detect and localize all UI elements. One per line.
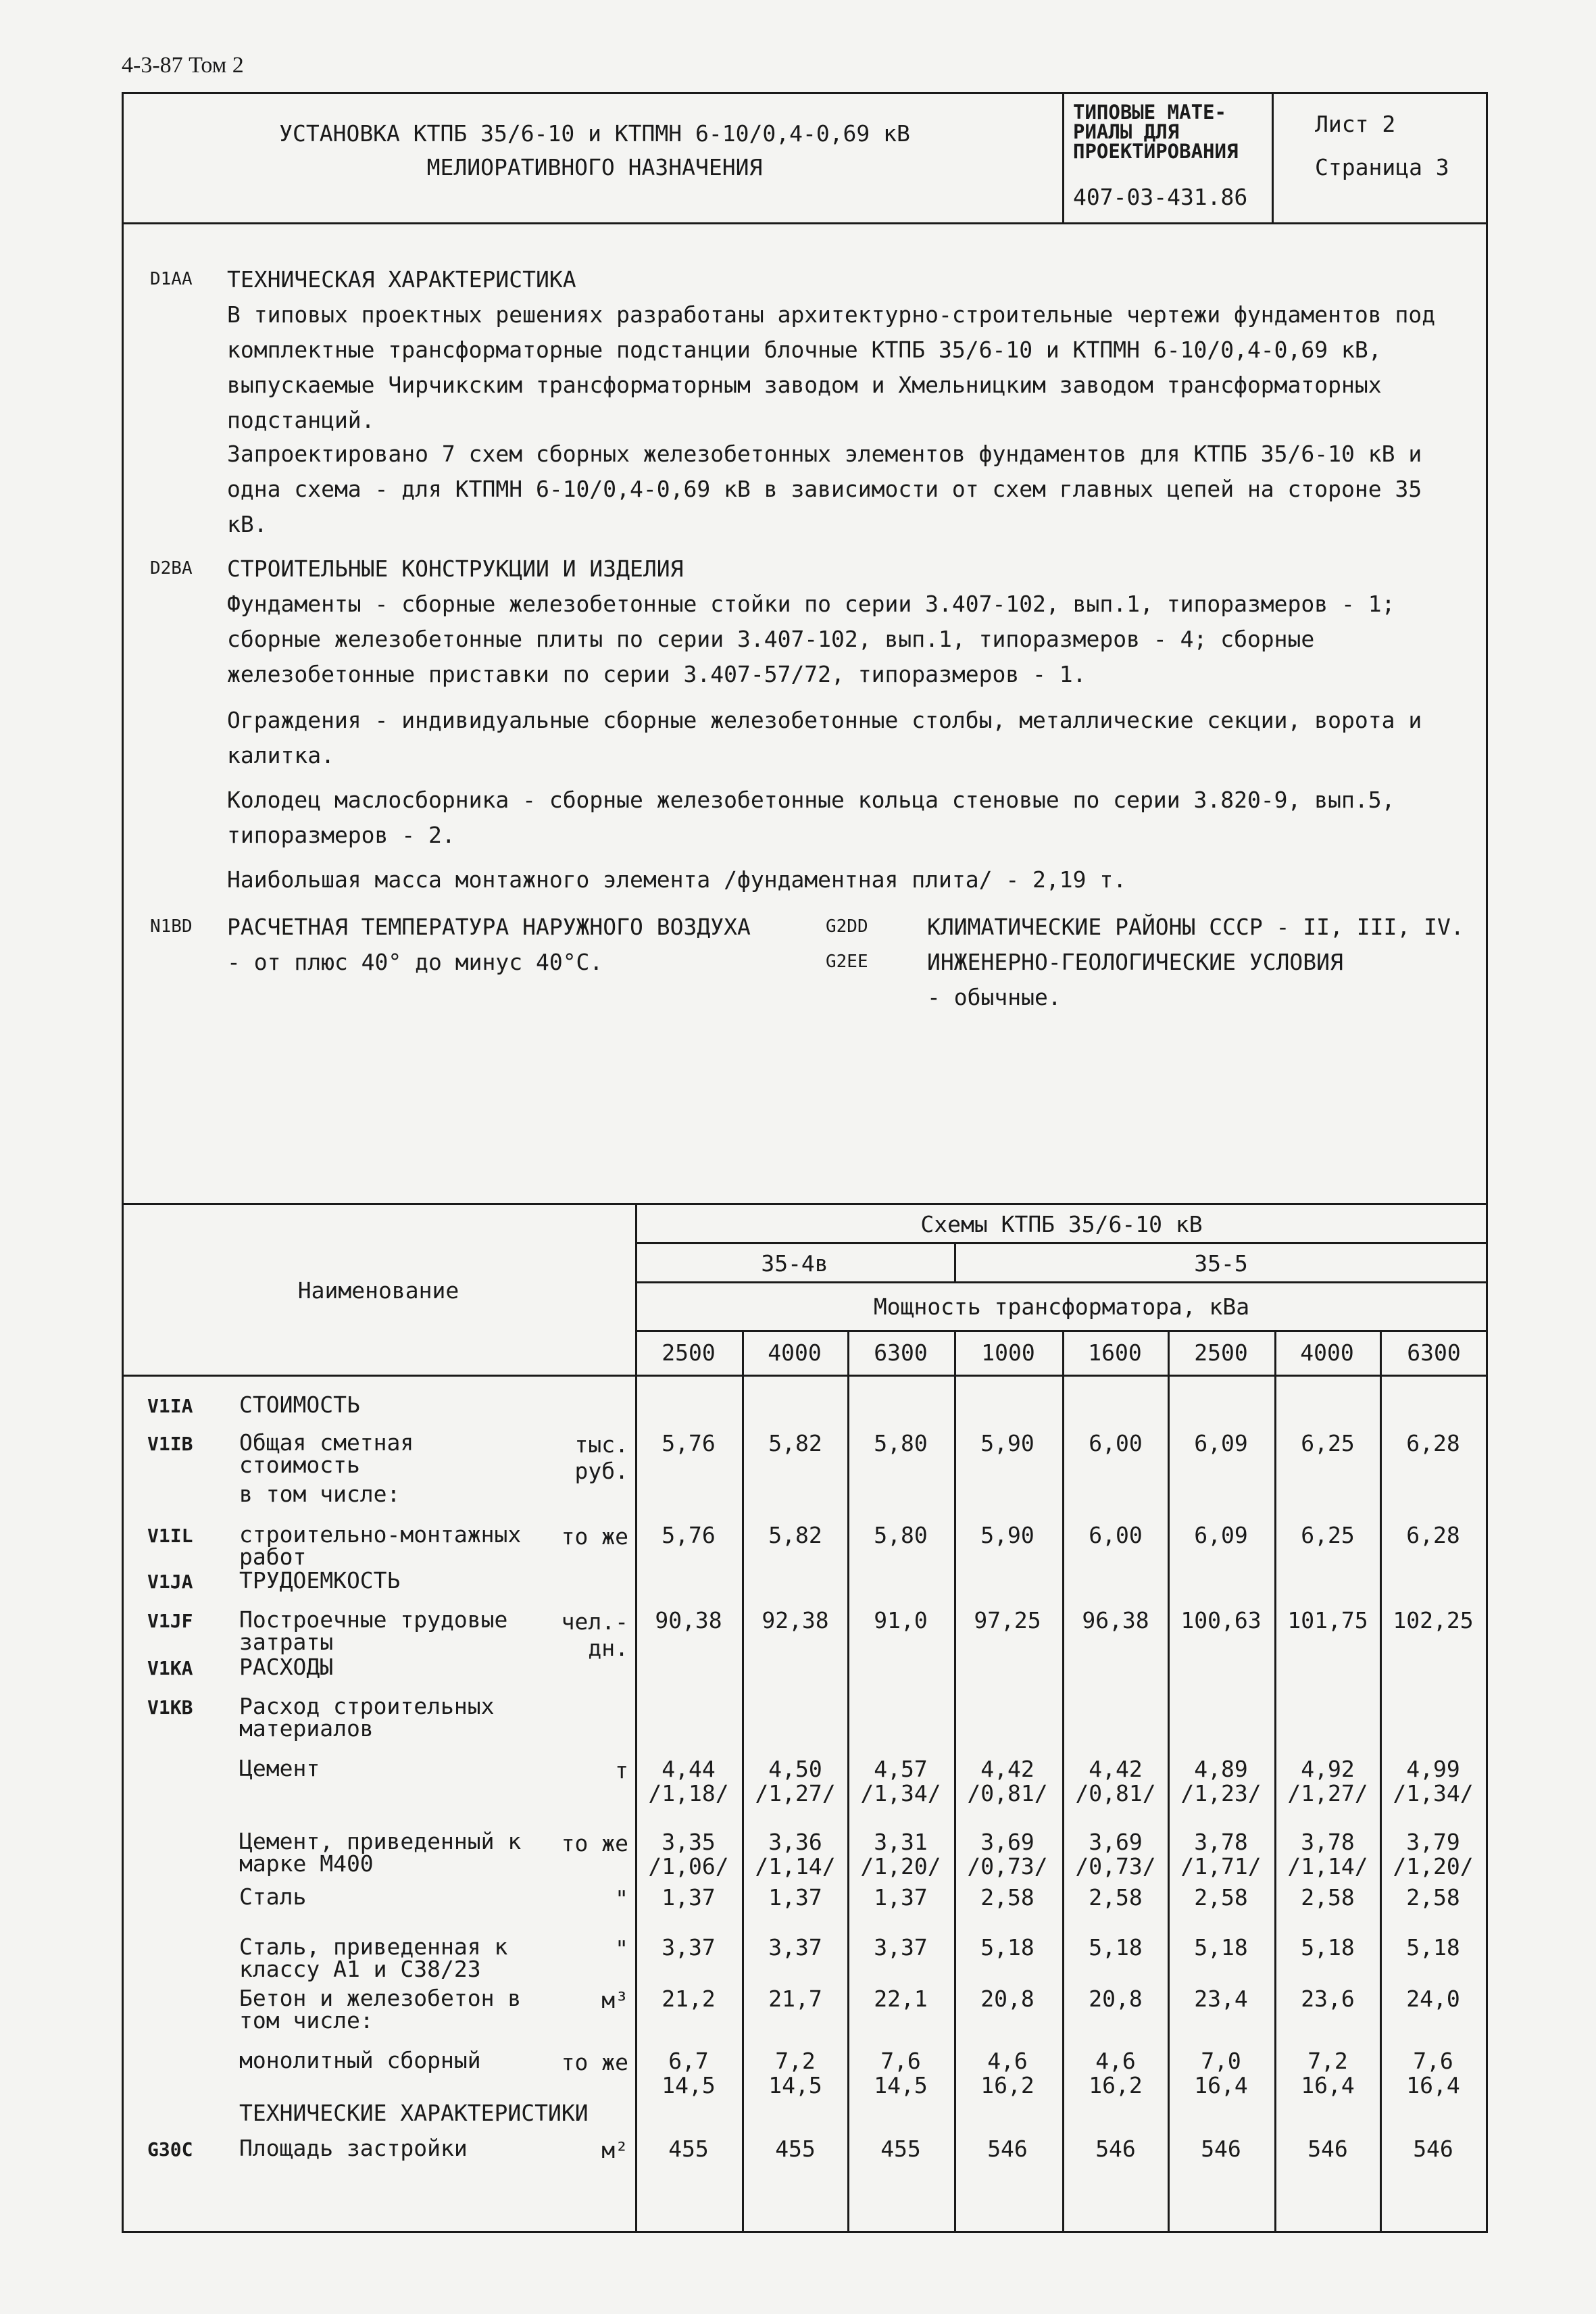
table-cell: 7,0 16,4 [1194,2048,1248,2098]
table-cell: 90,38 [655,1607,722,1633]
table-cell: 2,58 [980,1884,1034,1911]
table-cell: 5,90 [980,1522,1034,1548]
table-cell: 21,2 [662,1986,716,2012]
table-cell: 3,78 /1,14/ [1287,1829,1368,1879]
table-rule [635,1242,1488,1244]
table-cell: 546 [1095,2136,1136,2162]
table-cell: 3,79 /1,20/ [1393,1829,1474,1879]
table-cell: 7,6 16,4 [1406,2048,1460,2098]
row-code: V1JF [147,1610,193,1632]
section-heading: КЛИМАТИЧЕСКИЕ РАЙОНЫ СССР - II, III, IV. [927,914,1464,940]
table-column-rule [954,1330,956,2233]
table-cell: 3,69 /0,73/ [1075,1829,1156,1879]
row-label: СТОИМОСТЬ [239,1392,360,1418]
sheet-number: Лист 2 [1315,111,1396,137]
row-unit: чел.-дн. [561,1608,628,1661]
table-cell: 3,37 [768,1934,822,1961]
row-label: РАСХОДЫ [239,1654,334,1680]
table-cell: 4,42 /0,81/ [1075,1756,1156,1806]
title-divider [1062,92,1064,224]
row-unit: " [615,1886,628,1912]
table-cell: 96,38 [1082,1607,1149,1633]
row-code: V1JA [147,1571,193,1593]
table-cell: 546 [1201,2136,1241,2162]
row-label: Сталь, приведенная к классу А1 и С38/23 [239,1934,508,1982]
table-cell: 455 [880,2136,921,2162]
table-cell: 5,90 [980,1430,1034,1456]
table-cell: 7,2 16,4 [1301,2048,1355,2098]
table-cell: 97,25 [974,1607,1041,1633]
table-cell: 4,6 16,2 [1089,2048,1143,2098]
table-cell: 455 [775,2136,816,2162]
table-cell: 4,92 /1,27/ [1287,1756,1368,1806]
table-cell: 102,25 [1393,1607,1474,1633]
section-code: N1BD [150,916,193,937]
table-cell: 3,69 /0,73/ [967,1829,1048,1879]
table-rule [635,1330,1488,1332]
row-unit: то же [561,1830,628,1856]
section-code: G2EE [826,952,868,972]
section-paragraph: Колодец маслосборника - сборные железобетонные кольца стеновые по серии 3.820-9, вып.5, типоразмеров - 2. [227,787,1395,848]
section-value: - обычные. [927,984,1062,1010]
power-column-header: 1000 [981,1339,1035,1366]
table-column-rule [1062,1330,1064,2233]
table-column-rule [742,1330,744,2233]
row-unit: м² [601,2137,628,2163]
table-cell: 4,99 /1,34/ [1393,1756,1474,1806]
table-cell: 22,1 [874,1986,928,2012]
table-cell: 20,8 [980,1986,1034,2012]
row-unit: то же [561,2049,628,2075]
table-cell: 4,42 /0,81/ [967,1756,1048,1806]
table-cell: 6,28 [1406,1430,1460,1456]
table-column-rule [1380,1330,1382,2233]
name-header: Наименование [297,1277,459,1304]
row-label: ТЕХНИЧЕСКИЕ ХАРАКТЕРИСТИКИ [239,2100,589,2126]
section-paragraph: В типовых проектных решениях разработаны архитектурно-строительные чертежи фундаментов под комплектные трансформаторные подстанции блочные КТПБ 35/6-10 и КТПМН 6-10/0,4-0,69 кВ, выпускаемые Чирчикским трансформаторным заводом и Хмельницким заводом трансформаторных подстанций. [227,301,1436,433]
power-column-header: 4000 [1300,1339,1354,1366]
row-code: V1KB [147,1696,193,1719]
table-cell: 5,18 [980,1934,1034,1961]
table-cell: 2,58 [1194,1884,1248,1911]
table-cell: 5,82 [768,1522,822,1548]
row-unit: т [615,1757,628,1783]
section-heading: СТРОИТЕЛЬНЫЕ КОНСТРУКЦИИ И ИЗДЕЛИЯ [227,556,684,582]
row-label: Цемент [239,1755,320,1781]
document-title: УСТАНОВКА КТПБ 35/6-10 и КТПМН 6-10/0,4-0,69 кВ [279,120,910,147]
table-cell: 3,78 /1,71/ [1180,1829,1262,1879]
table-column-rule [1168,1330,1170,2233]
table-cell: 3,37 [662,1934,716,1961]
table-cell: 5,76 [662,1430,716,1456]
table-cell: 4,89 /1,23/ [1180,1756,1262,1806]
table-cell: 5,18 [1089,1934,1143,1961]
row-code: V1IB [147,1433,193,1455]
table-cell: 1,37 [874,1884,928,1911]
table-cell: 5,18 [1301,1934,1355,1961]
table-cell: 3,35 /1,06/ [648,1829,729,1879]
row-label: Расход строительных материалов [239,1693,495,1742]
row-label: строительно-монтажных работ [239,1521,522,1570]
table-cell: 23,6 [1301,1986,1355,2012]
row-label: в том числе: [239,1481,401,1507]
row-label: Бетон и железобетон в том числе: [239,1985,522,2034]
scheme-group-header: 35-4в [761,1250,828,1277]
table-cell: 7,6 14,5 [874,2048,928,2098]
table-rule [635,1281,1488,1283]
series-label: ТИПОВЫЕ МАТЕ- РИАЛЫ ДЛЯ ПРОЕКТИРОВАНИЯ [1073,101,1239,163]
section-value: - от плюс 40° до минус 40°С. [227,949,603,975]
table-cell: 1,37 [662,1884,716,1911]
table-cell: 5,80 [874,1430,928,1456]
power-column-header: 2500 [1194,1339,1248,1366]
table-cell: 6,25 [1301,1522,1355,1548]
row-unit: тыс. руб. [574,1431,628,1484]
table-cell: 4,50 /1,27/ [755,1756,836,1806]
section-heading: РАСЧЕТНАЯ ТЕМПЕРАТУРА НАРУЖНОГО ВОЗДУХА [227,914,751,940]
power-header: Мощность трансформатора, кВа [873,1294,1250,1320]
table-cell: 3,37 [874,1934,928,1961]
section-code: D1AA [150,269,193,289]
table-cell: 5,82 [768,1430,822,1456]
section-heading: ИНЖЕНЕРНО-ГЕОЛОГИЧЕСКИЕ УСЛОВИЯ [927,949,1343,975]
page-number: Страница 3 [1315,154,1449,180]
power-column-header: 6300 [1407,1339,1461,1366]
row-label: ТРУДОЕМКОСТЬ [239,1567,401,1594]
row-label: Общая сметная стоимость [239,1429,414,1478]
section-heading: ТЕХНИЧЕСКАЯ ХАРАКТЕРИСТИКА [227,266,576,293]
table-cell: 3,36 /1,14/ [755,1829,836,1879]
row-code: G30C [147,2138,193,2161]
table-cell: 5,76 [662,1522,716,1548]
table-cell: 2,58 [1406,1884,1460,1911]
table-rule [122,1375,1488,1377]
section-paragraph: Запроектировано 7 схем сборных железобетонных элементов фундаментов для КТПБ 35/6-10 кВ и одна схема - для КТПМН 6-10/0,4-0,69 кВ в зависимости от схем главных цепей на стороне 35 кВ. [227,441,1422,537]
table-cell: 92,38 [762,1607,829,1633]
table-cell: 91,0 [874,1607,928,1633]
table-top-border [122,1203,1488,1205]
row-unit: м³ [601,1987,628,2013]
table-cell: 6,00 [1089,1522,1143,1548]
table-cell: 546 [987,2136,1028,2162]
table-cell: 6,09 [1194,1430,1248,1456]
power-column-header: 2500 [662,1339,716,1366]
table-cell: 546 [1413,2136,1453,2162]
table-cell: 546 [1307,2136,1348,2162]
table-cell: 23,4 [1194,1986,1248,2012]
table-cell: 100,63 [1180,1607,1262,1633]
table-cell: 3,31 /1,20/ [860,1829,941,1879]
table-cell: 5,80 [874,1522,928,1548]
section-paragraph: Ограждения - индивидуальные сборные железобетонные столбы, металлические секции, ворота и калитка. [227,707,1422,768]
row-code: V1IL [147,1525,193,1547]
row-unit: " [615,1936,628,1962]
table-column-rule [1274,1330,1276,2233]
row-code: V1KA [147,1657,193,1679]
section-code: G2DD [826,916,868,937]
section-paragraph: Наибольшая масса монтажного элемента /фундаментная плита/ - 2,19 т. [227,866,1127,893]
table-cell: 7,2 14,5 [768,2048,822,2098]
table-cell: 6,25 [1301,1430,1355,1456]
table-cell: 4,57 /1,34/ [860,1756,941,1806]
row-label: Сталь [239,1884,307,1910]
row-label: Построечные трудовые затраты [239,1606,508,1655]
table-cell: 21,7 [768,1986,822,2012]
table-cell: 455 [668,2136,709,2162]
table-cell: 6,28 [1406,1522,1460,1548]
table-cell: 101,75 [1287,1607,1368,1633]
table-cell: 6,7 14,5 [662,2048,716,2098]
row-label: монолитный сборный [239,2047,481,2073]
power-column-header: 1600 [1088,1339,1142,1366]
table-cell: 6,09 [1194,1522,1248,1548]
table-cell: 2,58 [1301,1884,1355,1911]
row-label: Площадь застройки [239,2135,468,2161]
table-cell: 5,18 [1406,1934,1460,1961]
table-cell: 5,18 [1194,1934,1248,1961]
table-cell: 6,00 [1089,1430,1143,1456]
document-reference: 4-3-87 Том 2 [122,53,244,78]
row-unit: то же [561,1523,628,1550]
power-column-header: 4000 [768,1339,822,1366]
table-cell: 2,58 [1089,1884,1143,1911]
row-label: Цемент, приведенный к марке М400 [239,1828,522,1877]
series-number: 407-03-431.86 [1073,184,1248,210]
row-code: V1IA [147,1395,193,1417]
table-column-rule [847,1330,849,2233]
section-code: D2BA [150,558,193,578]
table-cell: 20,8 [1089,1986,1143,2012]
section-paragraph: Фундаменты - сборные железобетонные стойки по серии 3.407-102, вып.1, типоразмеров - 1; сборные железобетонные плиты по серии 3.407-102, вып.1, типоразмеров - 4; сборные железобетонные приставки по серии 3.407-57/72, типоразмеров - 1. [227,591,1395,687]
document-subtitle: МЕЛИОРАТИВНОГО НАЗНАЧЕНИЯ [426,154,763,180]
table-cell: 4,44 /1,18/ [648,1756,729,1806]
scheme-group-header: 35-5 [1194,1250,1248,1277]
table-cell: 1,37 [768,1884,822,1911]
schemes-header: Схемы КТПБ 35/6-10 кВ [920,1211,1203,1237]
table-cell: 4,6 16,2 [980,2048,1034,2098]
power-column-header: 6300 [874,1339,928,1366]
title-divider [1272,92,1274,224]
table-cell: 24,0 [1406,1986,1460,2012]
